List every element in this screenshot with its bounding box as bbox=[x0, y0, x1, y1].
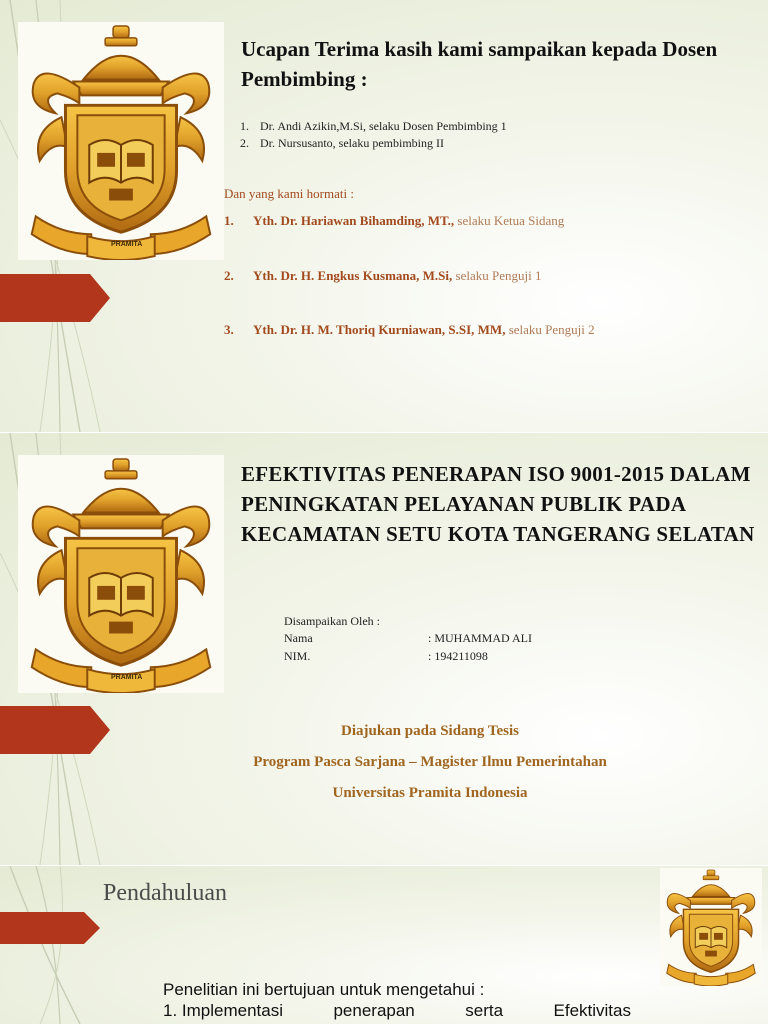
intro-text: Penelitian ini bertujuan untuk mengetahui : bbox=[163, 980, 485, 999]
presented-by-label: Disampaikan Oleh : bbox=[284, 614, 380, 628]
examiner-item: 2. Yth. Dr. H. Engkus Kusmana, M.Si, selaku Penguji 1 bbox=[224, 268, 542, 283]
nim-value: : 194211098 bbox=[428, 649, 488, 663]
slide-divider bbox=[0, 432, 768, 433]
slide-acknowledgement bbox=[0, 0, 768, 432]
red-arrow-marker bbox=[0, 274, 110, 322]
university-crest-logo: PRAMITA bbox=[18, 22, 224, 260]
list-item: 1. Implementasi penerapan serta Efektivitas bbox=[163, 1001, 631, 1020]
section-title: Pendahuluan bbox=[103, 880, 227, 906]
program-text: Program Pasca Sarjana – Magister Ilmu Pemerintahan bbox=[253, 754, 607, 770]
red-arrow-marker bbox=[0, 912, 100, 944]
list-item: 2. Dr. Nursusanto, selaku pembimbing II bbox=[240, 136, 444, 150]
respected-heading: Dan yang kami hormati : bbox=[224, 186, 354, 201]
name-label: Nama bbox=[284, 631, 313, 645]
acknowledgement-title: Ucapan Terima kasih kami sampaikan kepada Dosen Pembimbing : bbox=[241, 37, 718, 91]
thesis-title: EFEKTIVITAS PENERAPAN ISO 9001-2015 DALAM PENINGKATAN PELAYANAN PUBLIK PADA KECAMATAN SETU KOTA TANGERANG SELATAN bbox=[241, 462, 755, 546]
university-crest-logo: PRAMITA bbox=[18, 455, 224, 693]
university-crest-logo bbox=[660, 868, 762, 986]
list-item: 1. Dr. Andi Azikin,M.Si, selaku Dosen Pembimbing 1 bbox=[240, 119, 507, 133]
nim-label: NIM. bbox=[284, 649, 311, 663]
submission-text: Diajukan pada Sidang Tesis bbox=[340, 723, 519, 739]
name-value: : MUHAMMAD ALI bbox=[428, 631, 533, 645]
supervisor-list bbox=[240, 118, 507, 152]
examiner-item: 3. Yth. Dr. H. M. Thoriq Kurniawan, S.SI, MM, selaku Penguji 2 bbox=[224, 322, 595, 337]
slide-title bbox=[0, 433, 768, 865]
examiner-item: 1. Yth. Dr. Hariawan Bihamding, MT., selaku Ketua Sidang bbox=[224, 213, 565, 228]
university-name: Universitas Pramita Indonesia bbox=[332, 785, 528, 801]
slide-divider bbox=[0, 865, 768, 866]
